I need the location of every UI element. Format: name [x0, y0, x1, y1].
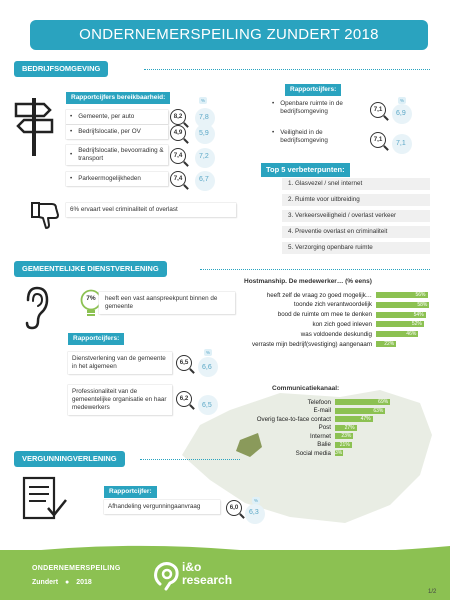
reference-score: 7,2 — [199, 153, 209, 160]
logo-icon — [150, 560, 182, 592]
aanspreekpunt-text: heeft een vast aanspreekpunt binnen de gemeente — [99, 292, 235, 314]
bar: 46% — [376, 331, 418, 337]
logo-text-2: research — [182, 573, 233, 587]
bar: 54% — [376, 312, 426, 318]
aanspreekpunt-pct: 7% — [86, 295, 96, 302]
bar: 69% — [335, 399, 390, 405]
bar-label: Social media — [295, 449, 331, 457]
score-badge: 6,5 — [176, 355, 192, 371]
list-item: • Parkeermogelijkheden — [66, 172, 168, 186]
page-number: 1/2 — [428, 589, 437, 595]
divider — [144, 69, 430, 70]
list-item: • Openbare ruimte in de bedrijfsomgeving — [272, 100, 343, 115]
hostmanship-title: Hostmanship. De medewerker… (% eens) — [244, 278, 372, 285]
page-title: ONDERNEMERSPEILING ZUNDERT 2018 — [30, 20, 428, 50]
bar-label: verraste mijn bedrijf(svestiging) aangenaam — [251, 340, 372, 348]
divider — [200, 269, 430, 270]
bar-label: E-mail — [313, 407, 331, 414]
reference-score: 7,1 — [396, 140, 406, 147]
bar: 56% — [376, 292, 428, 298]
bar-label: Telefoon — [307, 398, 331, 406]
bar: 21% — [335, 442, 352, 448]
score-badge: 4,9 — [170, 125, 186, 141]
top5-item: 1. Glasvezel / snel internet — [282, 178, 430, 190]
list-item: Dienstverlening van de gemeente in het algemeen — [68, 352, 172, 374]
bar-label: bood de ruimte om mee te denken — [277, 311, 372, 319]
bar: 22% — [376, 341, 396, 347]
top5-item: 5. Verzorging openbare ruimte — [282, 242, 430, 254]
pct-label: % — [254, 498, 259, 503]
rapport-title: Rapportcijfers: — [68, 333, 124, 345]
list-item: Afhandeling vergunningaanvraag — [104, 500, 220, 514]
bar: 47% — [335, 416, 373, 422]
signpost-icon — [14, 98, 54, 156]
logo-text-1: i&o — [182, 560, 202, 574]
ear-icon — [22, 286, 50, 330]
bar-label: heeft zelf de vraag zo goed mogelijk… — [266, 291, 372, 299]
score-badge: 7,4 — [170, 171, 186, 187]
list-item: Professionaliteit van de gemeentelijke organisatie en haar medewerkers — [68, 385, 172, 415]
pct-label: % — [201, 98, 206, 103]
bar-label: Balie — [317, 441, 331, 448]
reference-score: 6,6 — [202, 364, 212, 371]
list-item: • Gemeente, per auto — [66, 110, 168, 124]
list-item: • Bedrijfslocatie, per OV — [66, 125, 168, 139]
bereikbaarheid-title: Rapportcijfers bereikbaarheid: — [66, 92, 170, 104]
footer-place: Zundert ● 2018 — [32, 579, 92, 586]
criminaliteit-text: 6% ervaart veel criminaliteit of overlast — [66, 203, 236, 217]
bar: 27% — [335, 425, 357, 431]
score-badge: 6,0 — [226, 500, 242, 516]
divider — [140, 459, 240, 460]
bar: 63% — [335, 408, 385, 414]
section-heading-vergunning: VERGUNNINGVERLENING — [14, 451, 125, 467]
bar: 23% — [335, 433, 353, 439]
kanaal-title: Communicatiekanaal: — [272, 385, 340, 392]
pct-label: % — [400, 98, 405, 103]
bar-label: toonde zich verantwoordelijk — [293, 301, 372, 309]
score-badge: 7,1 — [370, 132, 386, 148]
reference-score: 7,8 — [199, 114, 209, 121]
list-item: • Bedrijfslocatie, bevoorrading & transport — [66, 145, 168, 165]
pct-label: % — [206, 350, 211, 355]
footer-title: ONDERNEMERSPEILING — [32, 565, 121, 572]
reference-score: 6,5 — [202, 402, 212, 409]
rapport-title: Rapportcijfer: — [104, 486, 157, 498]
reference-score: 5,9 — [199, 130, 209, 137]
top5-item: 2. Ruimte voor uitbreiding — [282, 194, 430, 206]
reference-score: 6,3 — [249, 509, 259, 516]
top5-item: 4. Preventie overlast en criminaliteit — [282, 226, 430, 238]
bar-label: Post — [318, 424, 331, 431]
score-badge: 6,2 — [176, 391, 192, 407]
top5-item: 3. Verkeersveiligheid / overlast verkeer — [282, 210, 430, 222]
bar-label: was voldoende deskundig — [300, 330, 372, 338]
score-badge: 7,4 — [170, 148, 186, 164]
document-check-icon — [22, 476, 68, 522]
rapport-title: Rapportcijfers: — [285, 84, 341, 96]
bar: 52% — [376, 321, 424, 327]
bar-label: kon zich goed inleven — [312, 320, 372, 328]
bar-label: Overig face-to-face contact — [256, 415, 331, 423]
score-badge: 8,2 — [170, 109, 186, 125]
bar: 3% — [335, 450, 343, 456]
list-item: • Veiligheid in de bedrijfsomgeving — [272, 129, 328, 144]
top5-title: Top 5 verbeterpunten: — [261, 163, 350, 177]
thumbs-down-icon — [30, 200, 60, 230]
section-heading-bedrijfsomgeving: BEDRIJFSOMGEVING — [14, 61, 108, 77]
score-badge: 7,1 — [370, 102, 386, 118]
footer-wave — [0, 540, 450, 554]
reference-score: 6,7 — [199, 176, 209, 183]
bar-label: Internet — [310, 432, 331, 440]
reference-score: 6,9 — [396, 110, 406, 117]
section-heading-dienstverlening: GEMEENTELIJKE DIENSTVERLENING — [14, 261, 167, 277]
bar: 58% — [376, 302, 429, 308]
